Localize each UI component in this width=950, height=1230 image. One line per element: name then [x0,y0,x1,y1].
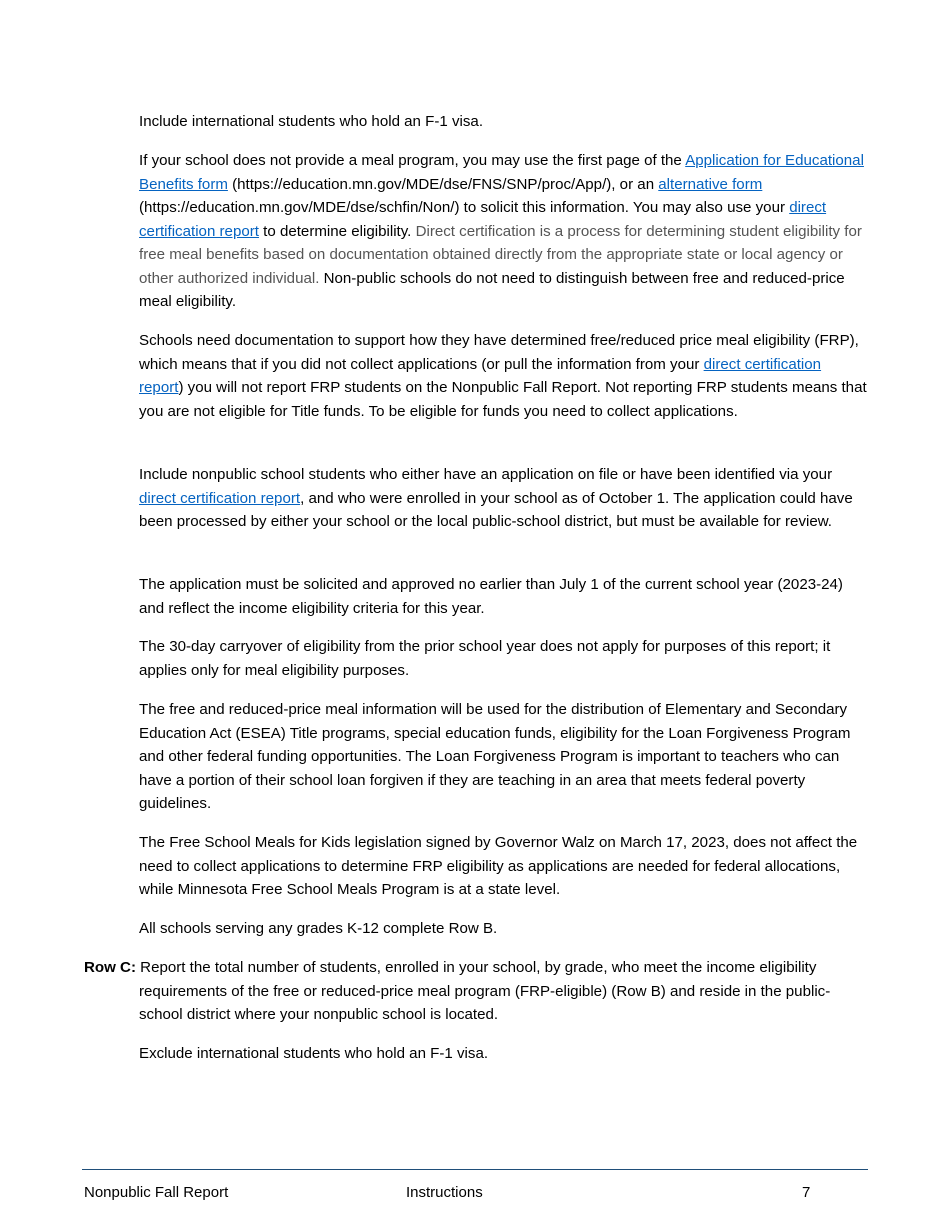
footer-page-number: 7 [802,1184,811,1201]
paragraph-application-timing: The application must be solicited and approved no earlier than July 1 of the current school year (2023-24) and reflect the income eligibility criteria for this year. [139,576,843,617]
row-c-instruction [84,956,869,1027]
direct-certification-link[interactable]: direct certification report [139,489,301,507]
paragraph-frp-usage: The free and reduced-price meal information will be used for the distribution of Elementary and Secondary Education Act (ESEA) Title programs, special education funds, eligibility for the Loan Forgiveness Program and other federal funding opportunities. The Loan Forgiveness Program is important to teachers who can have a portion of their school loan forgiven if they are teaching in an area that meets federal poverty guidelines. [139,701,851,812]
paragraph-exclude-f1: Exclude international students who hold an F-1 visa. [139,1045,489,1062]
paragraph-documentation [139,329,869,423]
direct-certification-link[interactable]: direct certification report [139,199,827,240]
text-segment: , and who were enrolled in your school as of October 1. The application could have been processed by either your school or the local public-school district, but must be available for review. [139,489,853,530]
paragraph-free-school-meals: The Free School Meals for Kids legislation signed by Governor Walz on March 17, 2023, does not affect the need to collect applications to determine FRP eligibility as applications are needed for federal allocations, while Minnesota Free School Meals Program is at a state level. [139,834,858,898]
paragraph-carryover: The 30-day carryover of eligibility from the prior school year does not apply for purposes of this report; it applies only for meal eligibility purposes. [139,638,831,679]
alternative-form-link[interactable]: alternative form [658,175,763,193]
text-segment: to determine eligibility. [258,222,416,240]
direct-certification-definition: Direct certification is a process for determining student eligibility for free meal benefits based on documentation obtained directly from the appropriate state or local agency or other authorized individual. [139,222,862,287]
text-segment: ) you will not report FRP students on the Nonpublic Fall Report. Not reporting FRP students means that you are not eligible for Title funds. To be eligible for funds you need to collect applications. [139,379,867,420]
direct-certification-link[interactable]: direct certification report [139,355,822,396]
application-form-link[interactable]: Application for Educational Benefits form [139,152,864,193]
text-segment: Non-public schools do not need to distinguish between free and reduced-price meal eligibility. [139,269,845,310]
footer-section: Instructions [406,1184,483,1201]
paragraph-include-nonpublic [139,463,869,534]
row-c-text: Report the total number of students, enrolled in your school, by grade, who meet the income eligibility requirements of the free or reduced-price meal program (FRP-eligible) (Row B) and reside in the public-school district where your nonpublic school is located. [135,959,831,1023]
paragraph-no-meal-program [139,149,869,314]
footer-document-title: Nonpublic Fall Report [84,1184,229,1201]
paragraph-f1-include: Include international students who hold an F-1 visa. [139,113,484,130]
text-segment: (https://education.mn.gov/MDE/dse/schfin/Non/) to solicit this information. You may also use your [139,199,790,216]
footer-divider [82,1169,868,1170]
row-c-label: Row C: [84,959,136,976]
paragraph-row-b: All schools serving any grades K-12 complete Row B. [139,920,498,937]
text-segment: Include nonpublic school students who either have an application on file or have been identified via your [139,466,833,483]
text-segment: Schools need documentation to support how they have determined free/reduced price meal eligibility (FRP), which means that if you did not collect applications (or pull the information from your [139,332,859,373]
text-segment: (https://education.mn.gov/MDE/dse/FNS/SNP/proc/App/), or an [227,175,659,193]
text-segment: If your school does not provide a meal program, you may use the first page of the [139,152,686,169]
